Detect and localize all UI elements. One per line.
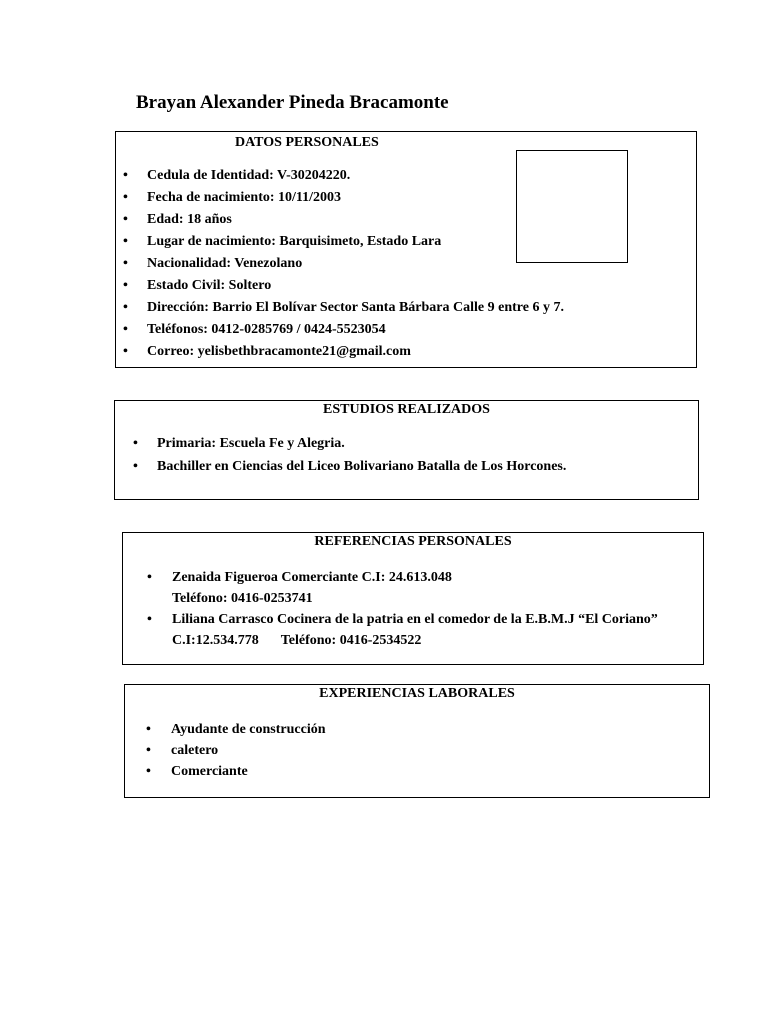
list-item: [123, 165, 564, 187]
civil-status: Estado Civil: Soltero: [147, 278, 272, 293]
experience-section: [124, 684, 710, 798]
studies-list: [133, 432, 567, 478]
experience-item: caletero: [171, 743, 219, 758]
references-section: [122, 532, 704, 665]
list-item: [146, 761, 326, 782]
list-item: [133, 432, 566, 455]
bullet-icon: •: [123, 344, 128, 359]
bullet-icon: •: [123, 322, 128, 337]
list-item: [133, 455, 567, 478]
address: Dirección: Barrio El Bolívar Sector Santa Bárbara Calle 9 entre 6 y 7.: [147, 300, 564, 315]
list-item: [123, 341, 564, 363]
bullet-icon: •: [146, 722, 151, 737]
bullet-icon: •: [147, 612, 152, 627]
primary-school: Primaria: Escuela Fe y Alegria.: [157, 436, 345, 451]
studies-title: ESTUDIOS REALIZADOS: [323, 402, 490, 417]
bullet-icon: •: [123, 278, 128, 293]
person-name: Brayan Alexander Pineda Bracamonte: [136, 92, 449, 113]
reference-line: Liliana Carrasco Cocinera de la patria en el comedor de la E.B.M.J “El Coriano”: [172, 612, 658, 627]
bullet-icon: •: [123, 212, 128, 227]
list-item: [147, 609, 658, 651]
email: Correo: yelisbethbracamonte21@gmail.com: [147, 344, 411, 359]
nationality: Nacionalidad: Venezolano: [147, 256, 303, 271]
bullet-icon: •: [133, 459, 138, 474]
phones: Teléfonos: 0412-0285769 / 0424-5523054: [147, 322, 386, 337]
bullet-icon: •: [123, 234, 128, 249]
photo-placeholder: [516, 150, 628, 263]
list-item: [146, 719, 326, 740]
studies-section: [114, 400, 699, 500]
bullet-icon: •: [147, 570, 152, 585]
birth-place: Lugar de nacimiento: Barquisimeto, Estado Lara: [147, 234, 442, 249]
bullet-icon: •: [146, 743, 151, 758]
references-title: REFERENCIAS PERSONALES: [314, 534, 512, 549]
bullet-icon: •: [133, 436, 138, 451]
high-school: Bachiller en Ciencias del Liceo Bolivariano Batalla de Los Horcones.: [157, 459, 567, 474]
list-item: [123, 231, 564, 253]
reference-phone: Teléfono: 0416-0253741: [172, 591, 313, 606]
bullet-icon: •: [123, 168, 128, 183]
birth-date: Fecha de nacimiento: 10/11/2003: [147, 190, 342, 205]
id-number: Cedula de Identidad: V-30204220.: [147, 168, 351, 183]
references-list: [147, 567, 658, 651]
bullet-icon: •: [123, 190, 128, 205]
bullet-icon: •: [146, 764, 151, 779]
reference-line: [172, 588, 658, 609]
experience-title: EXPERIENCIAS LABORALES: [319, 686, 515, 701]
list-item: [123, 275, 564, 297]
experience-item: Comerciante: [171, 764, 248, 779]
age: Edad: 18 años: [147, 212, 232, 227]
reference-line: Zenaida Figueroa Comerciante C.I: 24.613.048: [172, 570, 452, 585]
personal-data-list: [123, 165, 564, 363]
list-item: [123, 253, 564, 275]
list-item: [123, 209, 564, 231]
list-item: [123, 187, 564, 209]
list-item: [123, 297, 564, 319]
reference-phone: Teléfono: 0416-2534522: [280, 633, 422, 648]
list-item: [147, 567, 658, 609]
list-item: [146, 740, 326, 761]
experience-list: [146, 719, 326, 782]
reference-id: C.I:12.534.778: [172, 633, 259, 648]
personal-data-title: DATOS PERSONALES: [235, 135, 379, 150]
experience-item: Ayudante de construcción: [171, 722, 326, 737]
list-item: [123, 319, 564, 341]
reference-line: [172, 630, 658, 651]
bullet-icon: •: [123, 300, 128, 315]
bullet-icon: •: [123, 256, 128, 271]
